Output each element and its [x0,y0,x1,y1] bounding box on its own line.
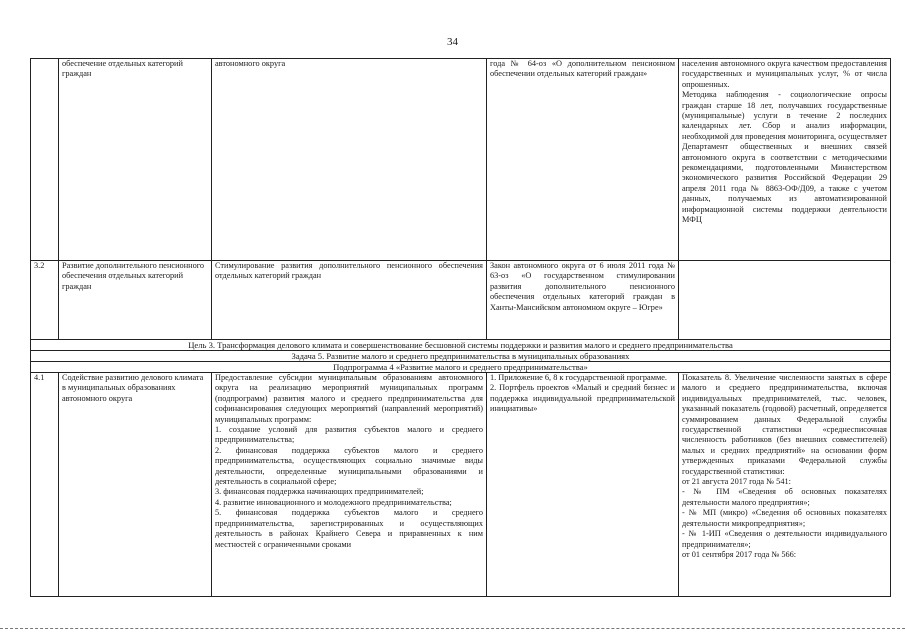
indicator-paragraph: Показатель 8. Увеличение численности занятых в сфере малого и среднего предпринимательства, включая индивидуальных предпринимателей, тыс. человек, указанный показатель (годовой) расчетный, определяется суммированием данных Федеральной службы государственной статистики «среднесписочная численность работников (без внешних совместителей) малых и средних предприятий» на основании форм утвержденных приказами Федеральной службы государственной статистики: [682,373,887,476]
scan-edge-line [0,628,905,629]
goal-heading: Цель 3. Трансформация делового климата и совершенствование бесшовной системы поддержки и развития малого и среднего предпринимательства [31,340,891,351]
indicator-paragraph: населения автономного округа качеством предоставления государственных и муниципальных услуг, % от числа опрошенных. [682,59,887,89]
measure-paragraph: 3. финансовая поддержка начинающих предпринимателей; [215,487,424,497]
row-number-cell [31,59,59,261]
activity-name-cell: Содействие развитию делового климата в муниципальных образованиях автономного округа [59,373,212,597]
table-row [31,59,891,261]
measure-cell [212,373,487,597]
indicator-cell [679,59,891,261]
subprogram-row [31,362,891,373]
activity-name-cell: обеспечение отдельных категорий граждан [59,59,212,261]
row-number-cell: 4.1 [31,373,59,597]
indicator-paragraph: от 01 сентября 2017 года № 566: [682,549,797,559]
legal-document-cell [487,373,679,597]
table-row [31,261,891,340]
table-row [31,373,891,597]
activity-name-cell: Развитие дополнительного пенсионного обеспечения отдельных категорий граждан [59,261,212,340]
document-paragraph: 2. Портфель проектов «Малый и средний бизнес и поддержка индивидуальной предпринимательской инициативы» [490,383,675,414]
document-paragraph: 1. Приложение 6, 8 к государственной программе. [490,373,667,382]
row-number-cell: 3.2 [31,261,59,340]
measure-paragraph: 2. финансовая поддержка субъектов малого и среднего предпринимательства, осуществляющих социально значимые виды деятельности, определенные муниципальными образованиями и деятельность в социальной сфере; [215,445,483,487]
indicator-cell [679,373,891,597]
task-row [31,351,891,362]
goal-row [31,340,891,351]
measure-paragraph: 4. развитие инновационного и молодежного предпринимательства; [215,497,452,507]
measure-cell: Стимулирование развития дополнительного пенсионного обеспечения отдельных категорий граждан [212,261,487,340]
subprogram-heading: Подпрограмма 4 «Развитие малого и среднего предпринимательства» [31,362,891,373]
program-table [30,58,891,597]
measure-paragraph: 5. финансовая поддержка субъектов малого и среднего предпринимательства, зарегистрированных и осуществляющих деятельность в районах Крайнего Севера и приравненных к ним местностей с ограниченными сроками [215,508,483,549]
legal-document-cell: года № 64-оз «О дополнительном пенсионном обеспечении отдельных категорий граждан» [487,59,679,261]
indicator-paragraph: - № ПМ «Сведения об основных показателях деятельности малого предприятия»; [682,487,887,507]
measure-paragraph: 1. создание условий для развития субъектов малого и среднего предпринимательства; [215,425,483,445]
legal-document-cell: Закон автономного округа от 6 июля 2011 года № 63-оз «О государственном стимулировании развития дополнительного пенсионного обеспечения отдельных категорий граждан в Ханты-Мансийском автономном округе – Югре» [487,261,679,340]
task-heading: Задача 5. Развитие малого и среднего предпринимательства в муниципальных образованиях [31,351,891,362]
indicator-cell [679,261,891,340]
indicator-paragraph: - № 1-ИП «Сведения о деятельности индивидуального предпринимателя»; [682,529,887,549]
indicator-paragraph: Методика наблюдения - социологические опросы граждан старше 18 лет, получавших государственные (муниципальные) услуги в течение 2 последних календарных лет. Сбор и анализ информации, необходимой для проведения мониторинга, осуществляет Департамент общественных и внешних связей автономного округа в соответствии с методическими рекомендациями, подготовленными Министерством экономического развития Российской Федерации 29 апреля 2011 года № 8863-ОФ/Д09, а также с учетом данных, получаемых из автоматизированной информационной системы поддержки деятельности МФЦ [682,90,887,225]
indicator-paragraph: - № МП (микро) «Сведения об основных показателях деятельности микропредприятия»; [682,508,887,528]
indicator-paragraph: от 21 августа 2017 года № 541: [682,477,791,487]
measure-paragraph: Предоставление субсидии муниципальным образованиям автономного округа на реализацию мероприятий муниципальных программ (подпрограмм) развития малого и среднего предпринимательства для софинансирования следующих мероприятий (направлений мероприятий) муниципальных программ: [215,373,483,424]
measure-cell: автономного округа [212,59,487,261]
page-number: 34 [447,36,458,48]
